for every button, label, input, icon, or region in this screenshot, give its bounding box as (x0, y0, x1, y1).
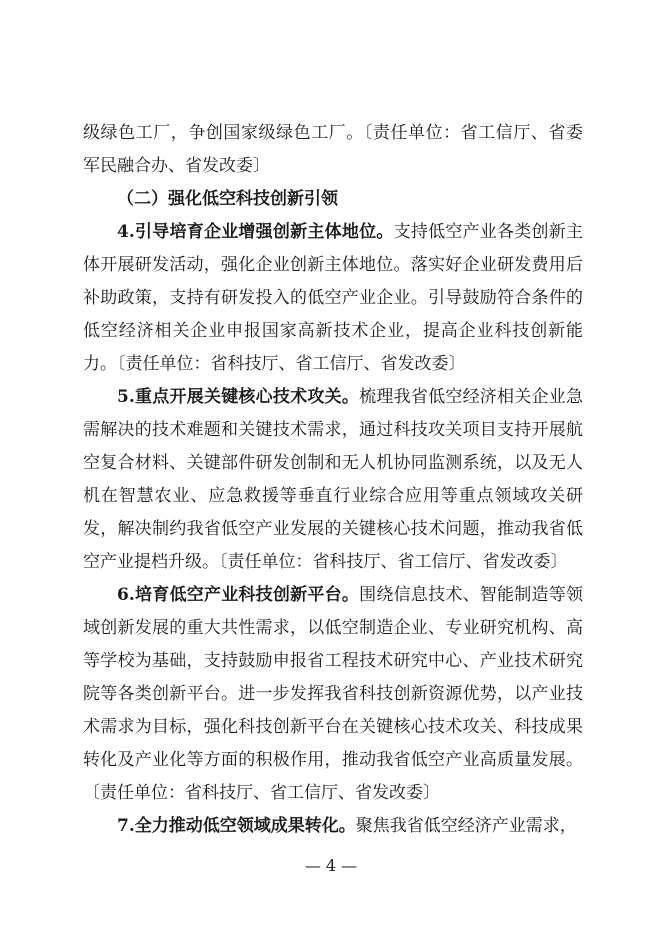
paragraph-continuation (83, 117, 583, 183)
item-4-lead: 4.引导培育企业增强创新主体地位。 (117, 222, 394, 242)
item-4-responsible-units: 〔责任单位：省科技厅、省工信厅、省发改委〕 (117, 354, 466, 374)
item-4-paragraph (83, 216, 583, 381)
item-6-lead: 6.培育低空产业科技创新平台。 (117, 585, 360, 605)
paragraph-text: 级绿色工厂，争创国家级绿色工厂。 (83, 123, 364, 143)
item-6-paragraph (83, 579, 583, 810)
item-5-paragraph (83, 381, 583, 579)
section-heading: （二）强化低空科技创新引领 (117, 189, 338, 209)
item-7-text: 聚焦我省低空经济产业需求， (355, 816, 577, 836)
item-5-text: 梳理我省低空经济相关企业急需解决的技术难题和关键技术需求，通过科技攻关项目支持开展航空复合材料、关键部件研发创制和无人机协同监测系统，以及无人机在智慧农业、应急救援等垂直行业综合应用等重点领域攻关研发，解决制约我省低空产业发展的关键核心技术问题，推动我省低空产业提档升级。 (83, 387, 584, 572)
item-7-paragraph (83, 810, 583, 843)
item-4-text: 支持低空产业各类创新主体开展研发活动，强化企业创新主体地位。落实好企业研发费用后补助政策，支持有研发投入的低空产业企业。引导鼓励符合条件的低空经济相关企业申报国家高新技术企业，提高企业科技创新能力。 (83, 222, 583, 374)
responsible-units: 〔责任单位：省工信厅、省委军民融合办、省发改委〕 (83, 123, 584, 176)
item-7-lead: 7.全力推动低空领域成果转化。 (117, 816, 356, 836)
item-5-responsible-units: 〔责任单位：省科技厅、省工信厅、省发改委〕 (219, 552, 568, 572)
item-6-text: 围绕信息技术、智能制造等领域创新发展的重大共性需求，以低空制造企业、专业研究机构、高等学校为基础，支持鼓励申报省工程技术研究中心、产业技术研究院等各类创新平台。进一步发挥我省科技创新资源优势，以产业技术需求为目标，强化科技创新平台在关键核心技术攻关、科技成果转化及产业化等方面的积极作用，推动我省低空产业高质量发展。 (83, 585, 584, 770)
document-body (83, 117, 583, 843)
item-5-lead: 5.重点开展关键核心技术攻关。 (117, 387, 360, 407)
item-6-responsible-units: 〔责任单位：省科技厅、省工信厅、省发改委〕 (83, 783, 440, 803)
page-number: — 4 — (304, 856, 358, 875)
